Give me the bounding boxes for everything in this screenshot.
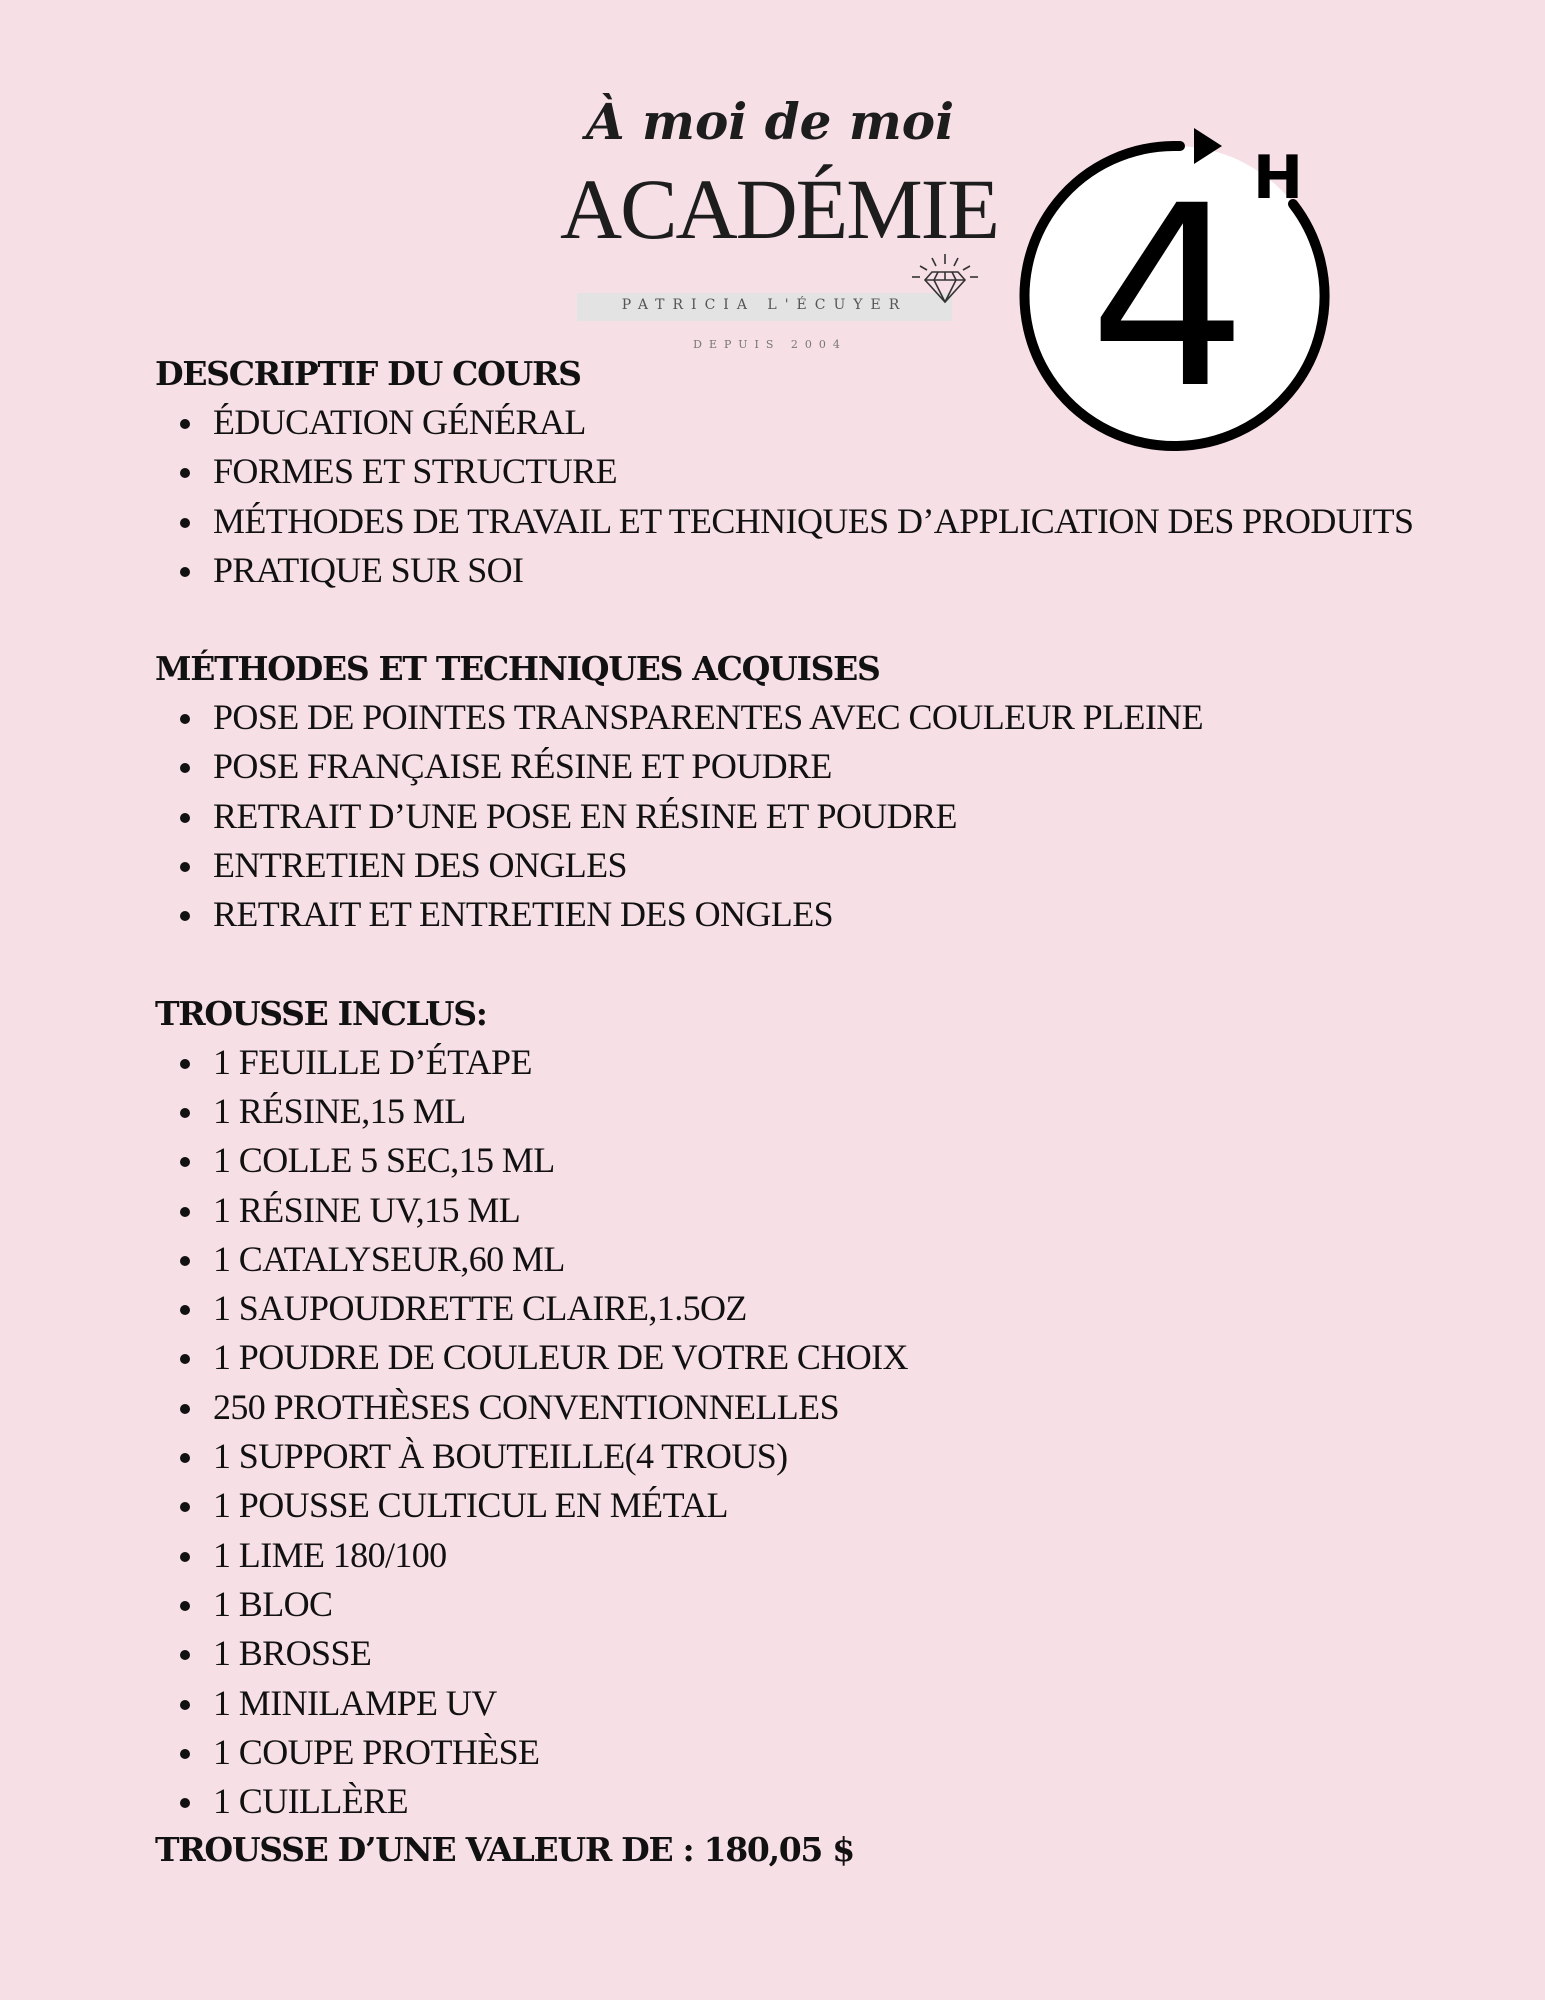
logo-script-text: À moi de moi <box>585 92 955 151</box>
list-item: 250 PROTHÈSES CONVENTIONNELLES <box>213 1383 1455 1432</box>
diamond-icon <box>910 250 980 306</box>
section-title-description: DESCRIPTIF DU COURS <box>155 354 581 393</box>
academy-logo <box>540 92 1000 362</box>
list-item: 1 RÉSINE,15 ML <box>213 1087 1455 1136</box>
list-item: 1 POUSSE CULTICUL EN MÉTAL <box>213 1481 1455 1530</box>
logo-owner-text: PATRICIA L'ÉCUYER <box>621 297 908 313</box>
section-title-kit: TROUSSE INCLUS: <box>155 993 487 1033</box>
section-title-methods: MÉTHODES ET TECHNIQUES ACQUISES <box>155 649 880 689</box>
list-item: 1 RÉSINE UV,15 ML <box>213 1186 1455 1235</box>
list-item: RETRAIT D’UNE POSE EN RÉSINE ET POUDRE <box>213 792 1455 841</box>
list-item: 1 SAUPOUDRETTE CLAIRE,1.5OZ <box>213 1284 1455 1333</box>
list-item: MÉTHODES DE TRAVAIL ET TECHNIQUES D’APPLICATION DES PRODUITS <box>213 497 1455 546</box>
logo-since-text: DEPUIS 2004 <box>693 338 847 351</box>
list-item: 1 COUPE PROTHÈSE <box>213 1728 1455 1777</box>
list-item: RETRAIT ET ENTRETIEN DES ONGLES <box>213 890 1455 939</box>
list-item: 1 CATALYSEUR,60 ML <box>213 1235 1455 1284</box>
list-item: 1 FEUILLE D’ÉTAPE <box>213 1038 1455 1087</box>
description-list <box>155 398 1455 595</box>
badge-unit: H <box>1252 143 1304 213</box>
badge-number: 4 <box>1088 152 1248 443</box>
list-item: POSE FRANÇAISE RÉSINE ET POUDRE <box>213 742 1455 791</box>
list-item: 1 BLOC <box>213 1580 1455 1629</box>
logo-main-text: ACADÉMIE <box>560 161 998 257</box>
list-item: FORMES ET STRUCTURE <box>213 447 1455 496</box>
list-item: 1 LIME 180/100 <box>213 1531 1455 1580</box>
list-item: ENTRETIEN DES ONGLES <box>213 841 1455 890</box>
course-content <box>155 350 1455 1874</box>
list-item: PRATIQUE SUR SOI <box>213 546 1455 595</box>
list-item: 1 BROSSE <box>213 1629 1455 1678</box>
kit-value-text: TROUSSE D’UNE VALEUR DE : 180,05 $ <box>155 1830 854 1870</box>
kit-list <box>155 1038 1455 1827</box>
list-item: 1 MINILAMPE UV <box>213 1679 1455 1728</box>
list-item: POSE DE POINTES TRANSPARENTES AVEC COULEUR PLEINE <box>213 693 1455 742</box>
list-item: 1 CUILLÈRE <box>213 1777 1455 1826</box>
list-item: 1 POUDRE DE COULEUR DE VOTRE CHOIX <box>213 1333 1455 1382</box>
methods-list <box>155 693 1455 939</box>
list-item: 1 COLLE 5 SEC,15 ML <box>213 1136 1455 1185</box>
list-item: ÉDUCATION GÉNÉRAL <box>213 398 1455 447</box>
list-item: 1 SUPPORT À BOUTEILLE(4 TROUS) <box>213 1432 1455 1481</box>
